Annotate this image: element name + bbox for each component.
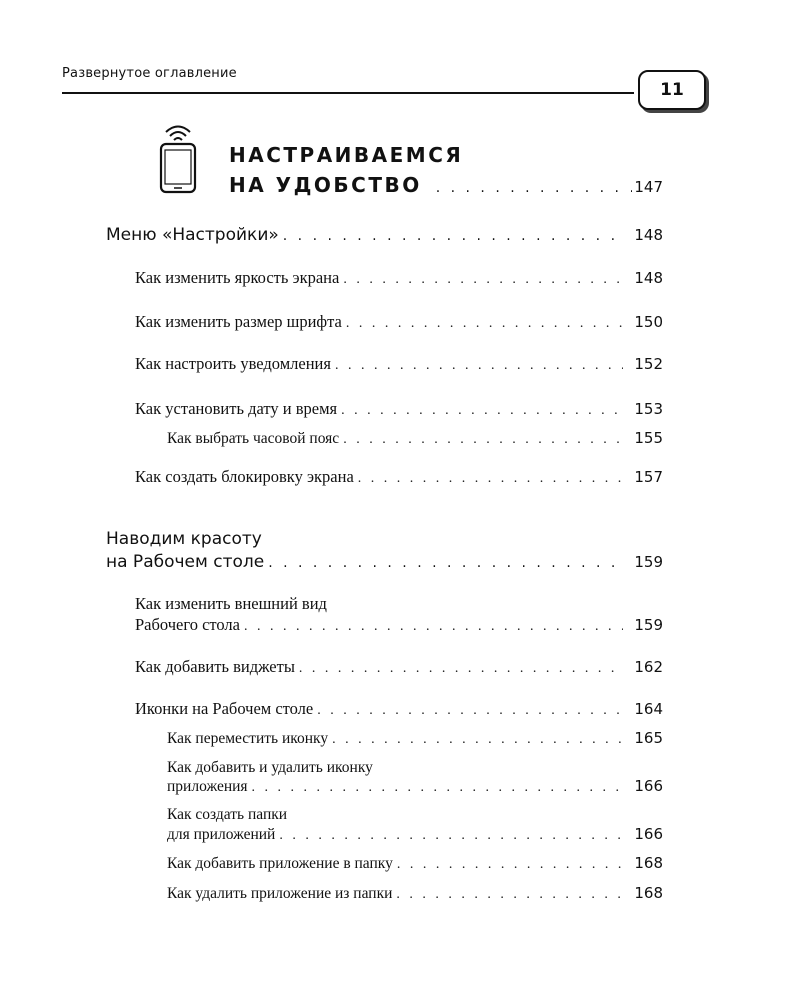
running-head: Развернутое оглавление xyxy=(62,66,237,81)
toc-entry[interactable] xyxy=(135,615,663,637)
toc-entry-title-line1: Как изменить внешний вид xyxy=(135,594,327,613)
toc-entry-title: Как добавить виджеты xyxy=(135,657,295,676)
toc-entry-page: 168 xyxy=(634,884,663,902)
toc-entry-page: 148 xyxy=(634,269,663,287)
toc-entry[interactable] xyxy=(135,657,663,679)
toc-entry-title: Иконки на Рабочем столе xyxy=(135,699,314,718)
toc-entry-page: 157 xyxy=(634,468,663,486)
toc-entry[interactable] xyxy=(135,467,663,489)
toc-entry-page: 153 xyxy=(634,400,663,418)
toc-entry-page: 148 xyxy=(634,226,663,244)
toc-entry-page: 150 xyxy=(634,313,663,331)
toc-entry[interactable] xyxy=(106,225,663,246)
dot-leader xyxy=(396,885,623,905)
toc-entry[interactable] xyxy=(167,428,663,450)
toc-entry-title: Как изменить размер шрифта xyxy=(135,312,342,331)
toc-entry-page: 166 xyxy=(634,777,663,795)
toc-entry[interactable] xyxy=(135,399,663,421)
toc-entry-title-line1: Наводим красоту xyxy=(106,529,262,549)
toc-entry[interactable] xyxy=(135,354,663,376)
toc-entry-title-line1: Как создать папки xyxy=(167,806,288,823)
toc-entry-title: Как установить дату и время xyxy=(135,399,338,418)
toc-entry[interactable] xyxy=(135,268,663,290)
dot-leader xyxy=(252,778,623,798)
toc-entry-page: 159 xyxy=(634,553,663,571)
header-rule xyxy=(62,92,634,94)
toc-entry-title-line2: для приложений xyxy=(167,826,276,843)
toc-entry-page: 168 xyxy=(634,854,663,872)
toc-entry[interactable] xyxy=(167,883,663,905)
dot-leader xyxy=(299,659,623,679)
dot-leader xyxy=(397,855,623,875)
toc-entry-title-line2: Рабочего стола xyxy=(135,615,240,634)
toc-entry[interactable] xyxy=(106,552,663,573)
toc-entry-page: 166 xyxy=(634,825,663,843)
dot-leader xyxy=(358,469,623,489)
toc-entry[interactable] xyxy=(167,728,663,750)
toc-entry-page: 155 xyxy=(634,429,663,447)
toc-entry-title: Как настроить уведомления xyxy=(135,354,331,373)
chapter-page: 147 xyxy=(634,178,663,196)
toc-entry[interactable] xyxy=(167,824,663,846)
dot-leader xyxy=(244,617,623,637)
toc-entry-page: 152 xyxy=(634,355,663,373)
toc-entry-page: 162 xyxy=(634,658,663,676)
dot-leader xyxy=(283,226,623,246)
toc-entry[interactable] xyxy=(167,853,663,875)
toc-entry-title-line2: на Рабочем столе xyxy=(106,552,265,572)
dot-leader xyxy=(279,826,623,846)
toc-entry[interactable] xyxy=(167,776,663,798)
page-number-badge: 11 xyxy=(638,70,706,110)
dot-leader xyxy=(346,314,623,334)
dot-leader xyxy=(343,430,623,450)
toc-entry-title: Как выбрать часовой пояс xyxy=(167,430,340,447)
toc-entry-title: Как удалить приложение из папки xyxy=(167,885,393,902)
dot-leader xyxy=(335,356,623,376)
toc-entry-page: 165 xyxy=(634,729,663,747)
toc-entry[interactable] xyxy=(135,699,663,721)
smartphone-wifi-icon xyxy=(155,122,201,194)
chapter-title-line2: НА УДОБСТВО xyxy=(229,173,422,197)
toc-entry-title-line2: приложения xyxy=(167,778,248,795)
chapter-title xyxy=(229,140,663,203)
dot-leader xyxy=(341,401,623,421)
toc-entry-title: Как переместить иконку xyxy=(167,730,329,747)
dot-leader xyxy=(317,701,623,721)
toc-entry[interactable] xyxy=(135,312,663,334)
chapter-title-line1: НАСТРАИВАЕМСЯ xyxy=(229,143,464,167)
toc-entry-title: Как создать блокировку экрана xyxy=(135,467,354,486)
toc-entry-title: Как изменить яркость экрана xyxy=(135,268,340,287)
toc-entry-page: 164 xyxy=(634,700,663,718)
dot-leader xyxy=(436,173,633,203)
dot-leader xyxy=(332,730,623,750)
dot-leader xyxy=(343,270,623,290)
toc-entry-page: 159 xyxy=(634,616,663,634)
toc-entry-title: Как добавить приложение в папку xyxy=(167,855,393,872)
toc-entry-title-line1: Как добавить и удалить иконку xyxy=(167,759,373,776)
dot-leader xyxy=(268,553,623,573)
toc-entry-title: Меню «Настройки» xyxy=(106,225,279,245)
